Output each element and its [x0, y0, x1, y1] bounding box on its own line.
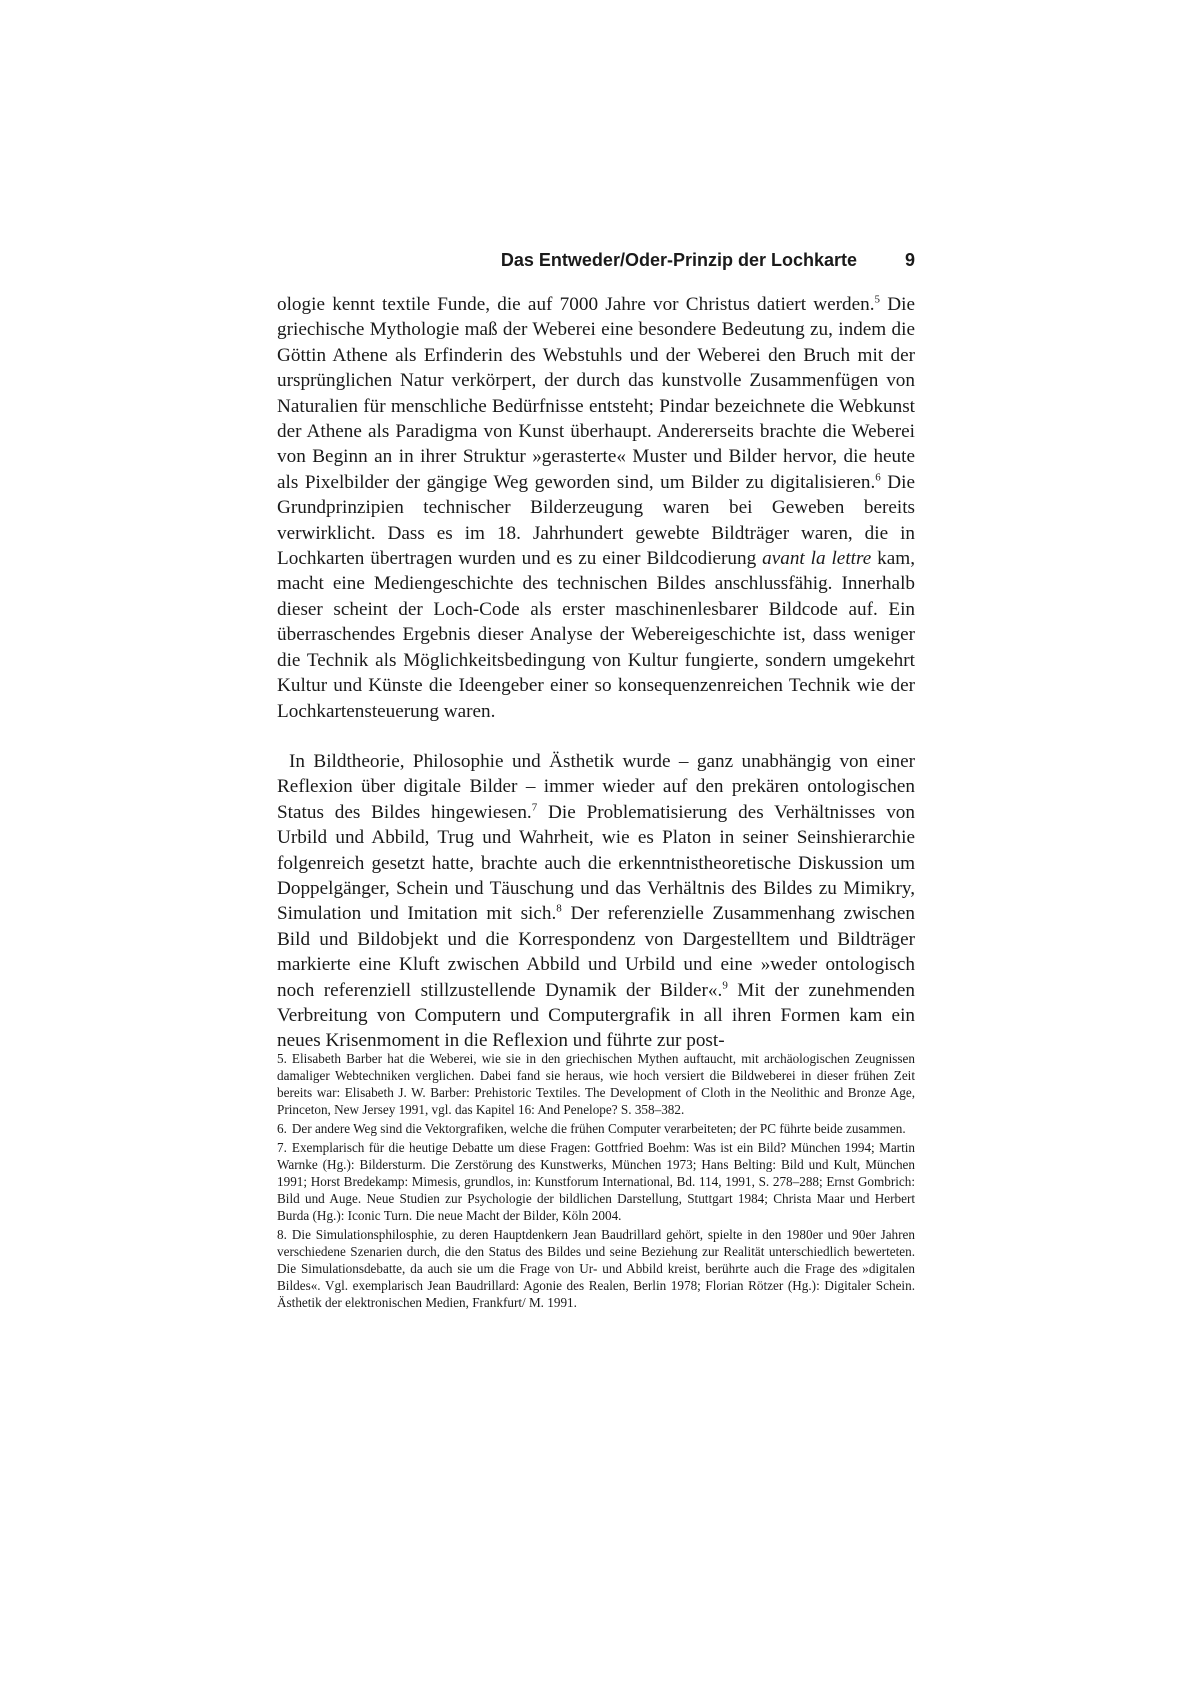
footnote-ref-5: 5 [874, 293, 881, 306]
italic-phrase: avant la lettre [762, 548, 872, 570]
footnote-ref-8: 8 [556, 902, 562, 915]
footnote-number: 7. [277, 1140, 287, 1155]
footnote-number: 6. [277, 1121, 287, 1136]
footnote-text: Der andere Weg sind die Vektorgrafiken, welche die frühen Computer verarbeiteten; der PC führte beide zusammen. [291, 1121, 906, 1136]
text-run: Die griechische Mythologie maß der Weberei eine besondere Bedeutung zu, indem die Göttin Athene als Erfinderin des Webstuhls und der Weberei den Bruch mit der ursprünglichen Natur verkörpert, der durch das kunstvolle Zusammenfügen von Naturalien für menschliche Bedürfnisse entsteht; Pindar bezeichnete die Webkunst der Athene als Paradigma von Kunst überhaupt. Andererseits brachte die Weberei von Beginn an in ihrer Struktur »gerasterte« Muster und Bilder hervor, die heute als Pixelbilder der gängige Weg geworden sind, um Bilder zu digitalisieren. [277, 294, 915, 493]
text-run: kam, macht eine Mediengeschichte des technischen Bildes anschlussfähig. Innerhalb dieser scheint der Loch-Code als erster maschinenlesbarer Bildcode auf. Ein überraschendes Ergebnis dieser Analyse der Webereigeschichte ist, dass weniger die Technik als Möglichkeitsbedingung von Kultur fungierte, sondern umgekehrt Kultur und Künste die Ideengeber einer so konsequenzenreichen Technik wie der Lochkartensteuerung waren. [277, 548, 915, 722]
footnote-text: Elisabeth Barber hat die Weberei, wie sie in den griechischen Mythen auftaucht, mit archäologischen Zeugnissen damaliger Webtechniken verglichen. Dabei fand sie heraus, wie hoch versiert die Bildweberei in dieser frühen Zeit bereits war: Elisabeth J. W. Barber: Prehistoric Textiles. The Development of Cloth in the Neolithic and Bronze Age, Princeton, New Jersey 1991, vgl. das Kapitel 16: And Penelope? S. 358–382. [277, 1051, 915, 1117]
footnote-text: Exemplarisch für die heutige Debatte um diese Fragen: Gottfried Boehm: Was ist ein Bild? München 1994; Martin Warnke (Hg.): Bildersturm. Die Zerstörung des Kunstwerks, München 1973; Hans Belting: Bild und Kult, München 1991; Horst Bredekamp: Mimesis, grundlos, in: Kunstforum International, Bd. 114, 1991, S. 278–288; Ernst Gombrich: Bild und Auge. Neue Studien zur Psychologie der bildlichen Darstellung, Stuttgart 1984; Christa Maar und Herbert Burda (Hg.): Iconic Turn. Die neue Macht der Bilder, Köln 2004. [277, 1140, 915, 1223]
text-run: Mit der zunehmenden Verbreitung von Computern und Computergrafik in all ihren Formen kam ein neues Krisenmoment in die Reflexion und führte zur post- [277, 979, 915, 1052]
footnote-text: Die Simulationsphilosphie, zu deren Hauptdenkern Jean Baudrillard gehört, spielte in den 1980er und 90er Jahren verschiedene Szenarien durch, die den Status des Bildes und seine Beziehung zur Realität unterschiedlich bewerteten. Die Simulationsdebatte, da auch sie um die Frage von Ur- und Abbild kreist, berührte auch die Frage des »digitalen Bildes«. Vgl. exemplarisch Jean Baudrillard: Agonie des Realen, Berlin 1978; Florian Rötzer (Hg.): Digitaler Schein. Ästhetik der elektronischen Medien, Frankfurt/ M. 1991. [277, 1227, 915, 1310]
footnote-7 [277, 1139, 915, 1224]
footnote-ref-9: 9 [722, 979, 728, 992]
footnote-number: 5. [277, 1051, 287, 1066]
paragraph [277, 749, 915, 1054]
text-run: ologie kennt textile Funde, die auf 7000 Jahre vor Christus datiert werden. [277, 294, 875, 315]
main-text [277, 292, 915, 1054]
paragraph [277, 292, 915, 724]
footnote-number: 8. [277, 1227, 287, 1242]
footnote-8 [277, 1226, 915, 1311]
footnote-ref-6: 6 [875, 471, 881, 484]
running-header [277, 246, 915, 274]
footnote-ref-7: 7 [531, 801, 538, 814]
text-run: In Bildtheorie, Philosophie und Ästhetik wurde – ganz unabhängig von einer Reflexion über digitale Bilder – immer wieder auf den prekären ontologischen Status des Bildes hingewiesen. [277, 750, 915, 823]
footnote-6 [277, 1120, 915, 1137]
footnote-5 [277, 1050, 915, 1118]
footnotes [277, 1050, 915, 1313]
running-title: Das Entweder/Oder-Prinzip der Lochkarte [500, 250, 857, 270]
text-run: Der referenzielle Zusammenhang zwischen Bild und Bildobjekt und die Korrespondenz von Dargestelltem und Bildträger markierte eine Kluft zwischen Abbild und Urbild und eine »weder ontologisch noch referenziell stillzustellende Dynamik der Bilder«. [277, 903, 915, 1001]
text-run: Die Grundprinzipien technischer Bilderzeugung waren bei Geweben bereits verwirklicht. Dass es im 18. Jahrhundert gewebte Bildträger waren, die in Lochkarten übertragen wurden und es zu einer Bildcodierung [277, 471, 915, 570]
page-number: 9 [904, 250, 915, 270]
text-run: Die Problematisierung des Verhältnisses von Urbild und Abbild, Trug und Wahrheit, wie es Platon in seiner Seinshierarchie folgenreich gesetzt hatte, brachte auch die erkenntnistheoretische Diskussion um Doppelgänger, Schein und Täuschung und das Verhältnis des Bildes zu Mimikry, Simulation und Imitation mit sich. [277, 801, 915, 925]
